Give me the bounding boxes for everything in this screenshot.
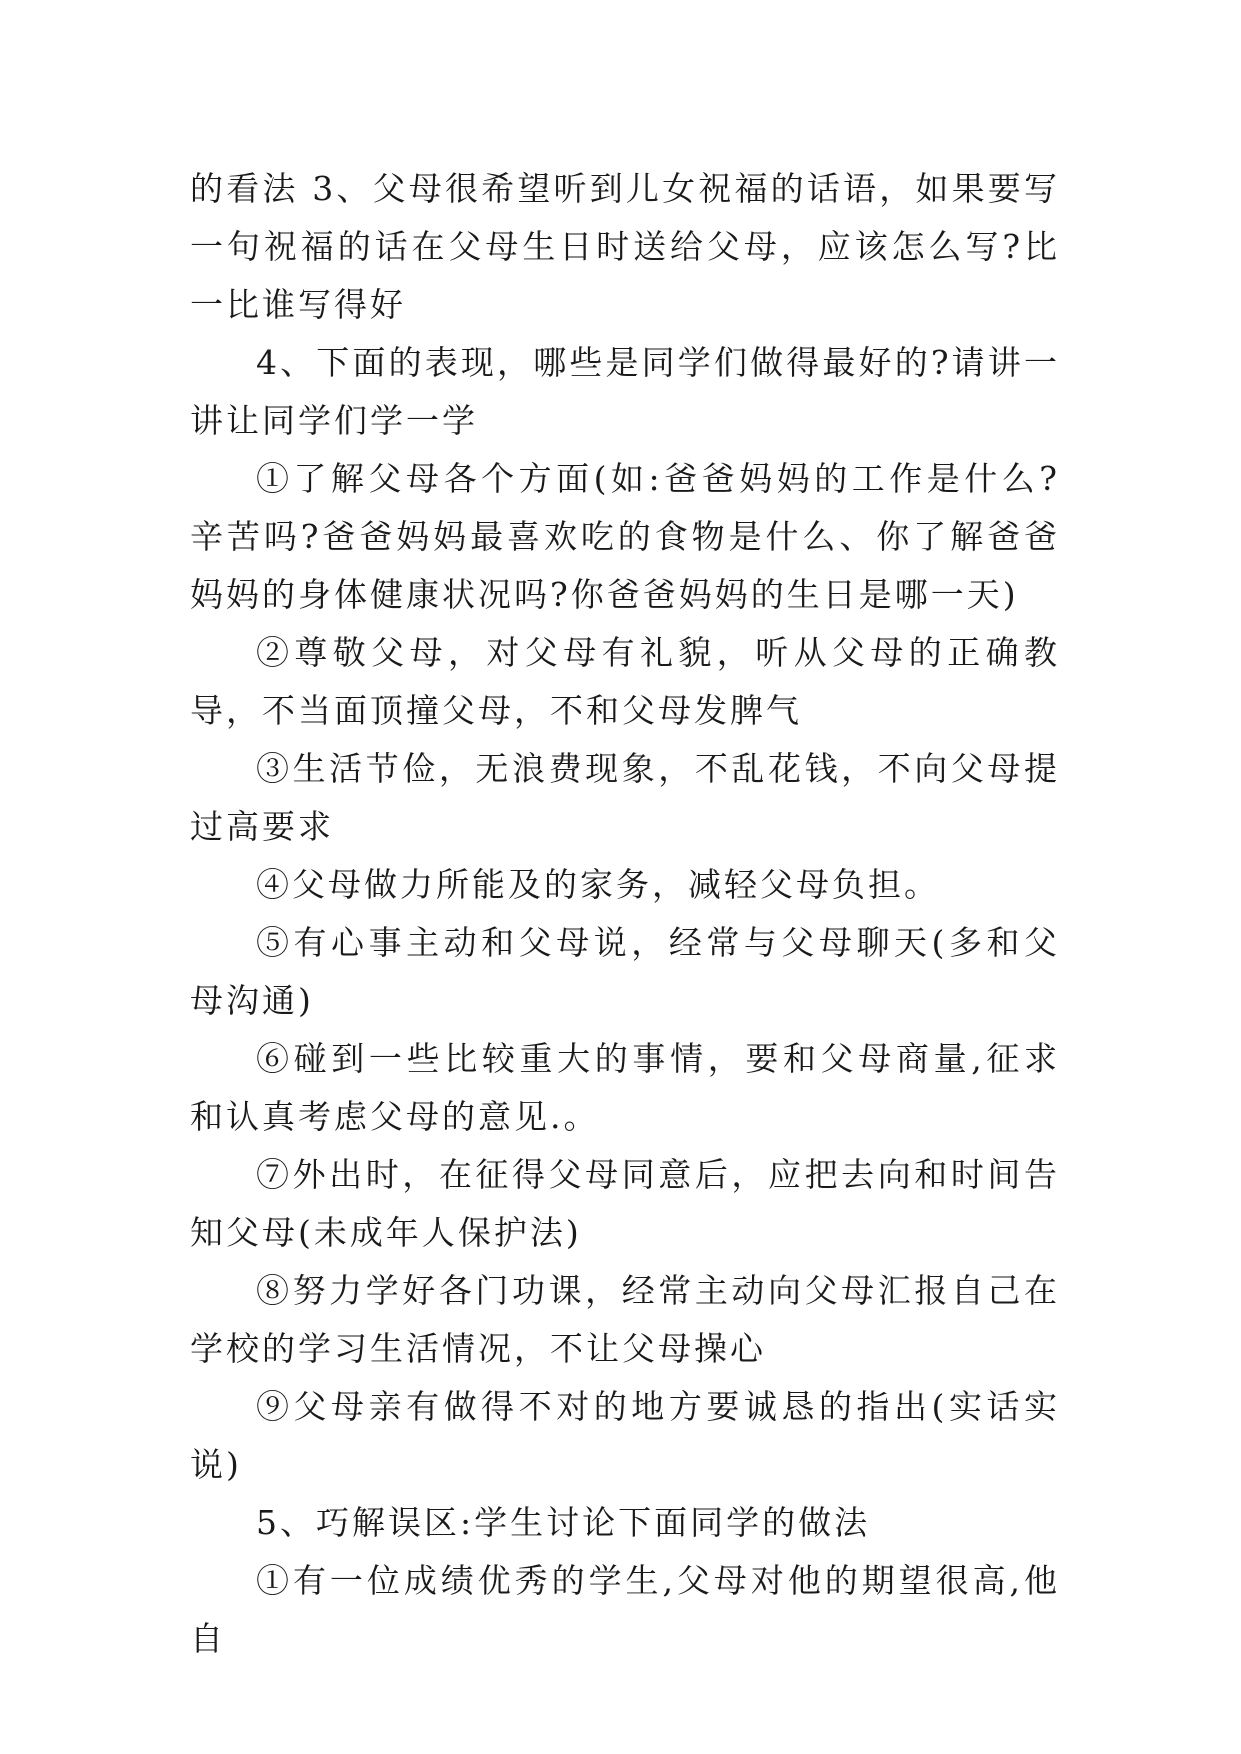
paragraph-8: ⑥碰到一些比较重大的事情，要和父母商量,征求和认真考虑父母的意见.。 bbox=[190, 1039, 1060, 1136]
paragraph-1: 的看法 3、父母很希望听到儿女祝福的话语，如果要写一句祝福的话在父母生日时送给父母，应该怎么写?比一比谁写得好 bbox=[190, 169, 1060, 324]
paragraph-6: ④父母做力所能及的家务，减轻父母负担。 bbox=[256, 865, 940, 904]
paragraph-5: ③生活节俭，无浪费现象，不乱花钱，不向父母提过高要求 bbox=[190, 749, 1060, 846]
paragraph-11: ⑨父母亲有做得不对的地方要诚恳的指出(实话实说) bbox=[190, 1387, 1060, 1484]
paragraph-2: 4、下面的表现，哪些是同学们做得最好的?请讲一讲让同学们学一学 bbox=[190, 343, 1060, 440]
paragraph-7: ⑤有心事主动和父母说，经常与父母聊天(多和父母沟通) bbox=[190, 923, 1060, 1020]
paragraph-12: 5、巧解误区:学生讨论下面同学的做法 bbox=[256, 1503, 871, 1542]
paragraph-4: ②尊敬父母，对父母有礼貌，听从父母的正确教导，不当面顶撞父母，不和父母发脾气 bbox=[190, 633, 1060, 730]
document-body bbox=[190, 160, 1060, 1668]
paragraph-9: ⑦外出时，在征得父母同意后，应把去向和时间告知父母(未成年人保护法) bbox=[190, 1155, 1060, 1252]
paragraph-13: ①有一位成绩优秀的学生,父母对他的期望很高,他自 bbox=[190, 1561, 1060, 1658]
paragraph-3: ①了解父母各个方面(如:爸爸妈妈的工作是什么?辛苦吗?爸爸妈妈最喜欢吃的食物是什么、你了解爸爸妈妈的身体健康状况吗?你爸爸妈妈的生日是哪一天) bbox=[190, 459, 1060, 614]
paragraph-10: ⑧努力学好各门功课，经常主动向父母汇报自己在学校的学习生活情况，不让父母操心 bbox=[190, 1271, 1060, 1368]
